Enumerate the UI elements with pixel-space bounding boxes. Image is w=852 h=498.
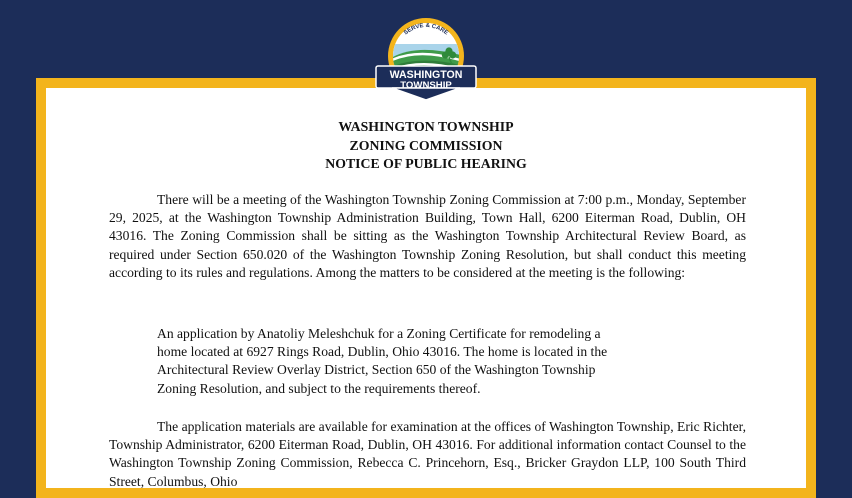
paragraph-2-cutoff-text: Rebecca C. Princehorn, Esq., Bricker Graydon LLP, 100 South Third Street, Columbus, Ohio: [109, 455, 746, 489]
paragraph-2-text: The application materials are available for examination at the offices of Washington Township, Eric Richter, Township Administrator, 6200 Eiterman Road, Dublin, OH 43016. For additional information contact Counsel to the Washington Township Zoning Commission,: [109, 419, 746, 471]
application-line: An application by Anatoliy Meleshchuk for a Zoning Certificate for remodeling a: [157, 326, 601, 341]
notice-paper: [46, 88, 806, 488]
notice-title-line1: WASHINGTON TOWNSHIP: [338, 119, 514, 134]
logo-name-line1: WASHINGTON: [389, 69, 463, 81]
application-description: [157, 325, 703, 398]
notice-title-line2: ZONING COMMISSION: [349, 137, 503, 153]
application-line: home located at 6927 Rings Road, Dublin, Ohio 43016. The home is located in the: [157, 344, 608, 360]
paragraph-1-text: There will be a meeting of the Washington Township Zoning Commission at 7:00 p.m., Monday, September 29, 2025, at the Washington Township Administration Building, Town Hall, 6200 Eiterman Road, Dublin, OH 43016. The Zoning Commission shall be sitting as the Washington Township Architectural Review Board, as required under Section 650.020 of the Washington Township Zoning Resolution, but shall conduct this meeting according to its rules and regulations. Among the matters to be considered at the meeting is the following:: [109, 192, 746, 280]
notice-paragraph-1: [109, 191, 746, 282]
township-logo: [374, 12, 478, 104]
logo-tagline: SERVE & CARE: [403, 22, 449, 37]
application-line: Zoning Resolution, and subject to the requirements thereof.: [157, 380, 481, 396]
notice-paragraph-2: [109, 418, 746, 491]
logo-name-line2: TOWNSHIP: [400, 80, 452, 91]
application-line: Architectural Review Overlay District, Section 650 of the Washington Township: [157, 362, 596, 378]
notice-title-line3: NOTICE OF PUBLIC HEARING: [325, 156, 527, 171]
